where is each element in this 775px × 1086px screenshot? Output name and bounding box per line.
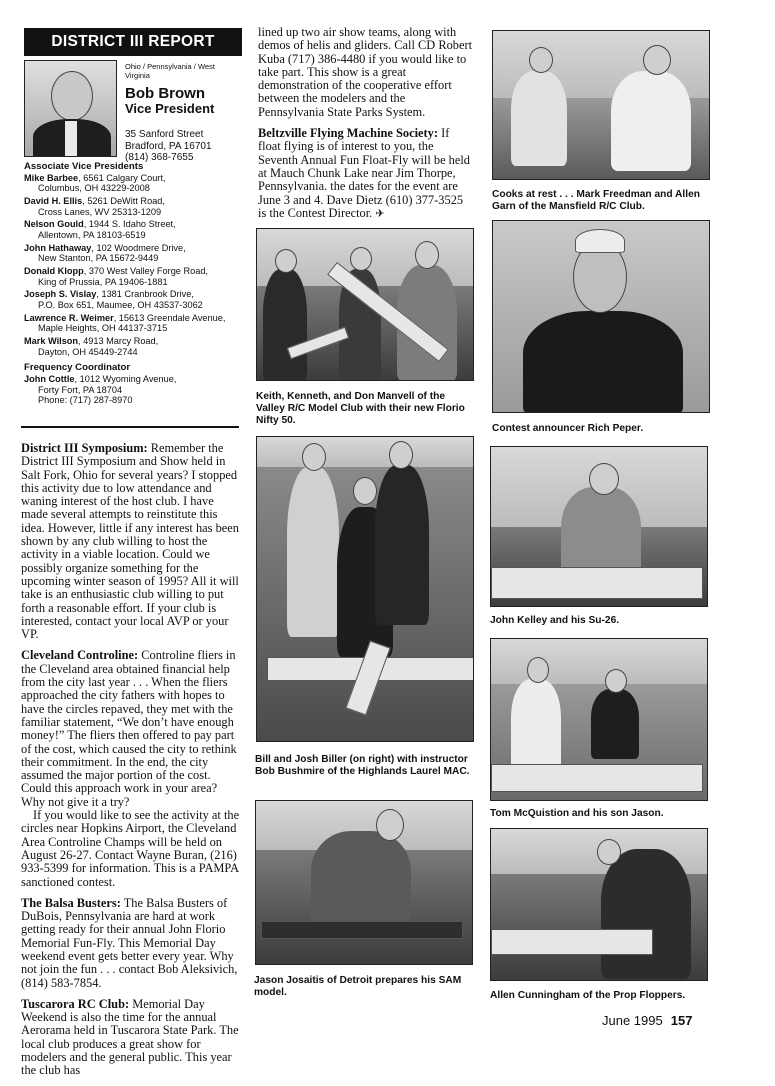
page-number: 157	[670, 1013, 693, 1028]
associate-entry: Donald Klopp, 370 West Valley Forge Road, King of Prussia, PA 19406-1881	[24, 266, 208, 287]
associate-vp-list	[24, 162, 240, 408]
photo-josaitis	[255, 800, 473, 965]
frequency-coordinator-entry: John Cottle, 1012 Wyoming Avenue, Forty Fort, PA 18704 Phone: (717) 287-8970	[24, 374, 177, 406]
article-column-2	[258, 26, 473, 242]
associate-entry: Joseph S. Vislay, 1381 Cranbrook Drive, P.O. Box 651, Maumee, OH 43537-3062	[24, 289, 203, 311]
photo-caption: Tom McQuistion and his son Jason.	[490, 808, 664, 819]
photo-caption: Cooks at rest . . . Mark Freedman and Allen Garn of the Mansfield R/C Club.	[492, 189, 700, 213]
paragraph-tuscarora-cont: lined up two air show teams, along with demos of helis and gliders. Call CD Robert Kuba (717) 386-4480 if you would like to take part. This show is a great demonstration of the cooperative effort between the modelers and the Pennsylvania State Parks System.	[258, 25, 473, 119]
paragraph-balsa-busters: The Balsa Busters: The Balsa Busters of DuBois, Pennsylvania are hard at work getting ready for their annual John Florio Memorial Fun-Fly. This Memorial Day weekend event gets better every year. Why not join the fun . . . contact Bob Aleksivich, (814) 583-7854.	[21, 895, 238, 990]
vp-address-line: (814) 368-7655	[125, 152, 194, 163]
vp-address-line: Bradford, PA 16701	[125, 140, 212, 152]
section-banner: DISTRICT III REPORT	[24, 28, 242, 56]
photo-caption: Keith, Kenneth, and Don Manvell of the Valley R/C Model Club with their new Florio Nifty 50.	[256, 391, 465, 427]
photo-cunningham	[490, 828, 708, 981]
associate-entry: David H. Ellis, 5261 DeWitt Road, Cross Lanes, WV 25313-1209	[24, 195, 165, 217]
vp-title: Vice President	[125, 101, 215, 116]
vp-portrait-photo	[24, 60, 117, 157]
photo-manvell-family	[256, 228, 474, 381]
associate-heading: Associate Vice Presidents	[24, 161, 144, 172]
photo-caption: Bill and Josh Biller (on right) with instructor Bob Bushmire of the Highlands Laurel MAC.	[255, 754, 470, 778]
paragraph-tuscarora: Tuscarora RC Club: Memorial Day Weekend is also the time for the annual Aerorama held in Tuscarora State Park. The local club produces a great show for modelers and the general public. This year the club has	[21, 996, 239, 1078]
article-column-1	[21, 442, 240, 1086]
page-footer	[602, 1013, 692, 1028]
vp-address-line: 35 Sanford Street	[125, 129, 204, 140]
issue-date: June 1995	[602, 1013, 663, 1028]
photo-cooks-at-rest	[492, 30, 710, 180]
photo-caption: Jason Josaitis of Detroit prepares his SAM model.	[254, 975, 462, 999]
associate-entry: Mike Barbee, 6561 Calgary Court, Columbus, OH 43229-2008	[24, 172, 166, 194]
associate-entry: Lawrence R. Weimer, 15613 Greendale Avenue, Maple Heights, OH 44137-3715	[24, 312, 226, 334]
photo-rich-peper	[492, 220, 710, 413]
paragraph-controline-2: If you would like to see the activity at the circles near Hopkins Airport, the Cleveland Area Controline Champs will be held on August 26-27. Contact Wayne Buran, (216) 933-5399 for information. This is a PAMPA sanctioned contest.	[21, 808, 240, 889]
paragraph-controline: Cleveland Controline: Controline fliers in the Cleveland area obtained financial help from the city last year . . . When the fliers approached the city fathers with hopes to have the circles repaved, they met with the familiar statement, “We don’t have enough money!” The fliers then offered to pay part of the cost, which caused the city to rethink their commitment. In the end, the city assumed the major portion of the cost. Could this approach work in your area? Why not give it a try?	[21, 648, 237, 809]
photo-caption: Allen Cunningham of the Prop Floppers.	[490, 990, 686, 1001]
region-label: Ohio / Pennsylvania / West Virginia	[125, 62, 215, 80]
photo-biller-bushmire	[256, 436, 474, 742]
paragraph-beltzville: Beltzville Flying Machine Society: If float flying is of interest to you, the Seventh Annual Fun Float-Fly will be held at Mauch Chunk Lake near Jim Thorpe, Pennsylvania. the dates for the event are June 3 and 4. Dave Dietz (610) 377-3525 is the Contest Director. ✈	[258, 126, 471, 220]
photo-john-kelley	[490, 446, 708, 607]
associate-entry: Mark Wilson, 4913 Marcy Road, Dayton, OH 45449-2744	[24, 336, 159, 357]
photo-mcquistion	[490, 638, 708, 801]
end-mark-plane-icon: ✈	[375, 207, 385, 220]
photo-caption: John Kelley and his Su-26.	[490, 615, 620, 626]
photo-caption: Contest announcer Rich Peper.	[492, 423, 644, 434]
vp-address	[125, 129, 212, 164]
associate-entry: John Hathaway, 102 Woodmere Drive, New Stanton, PA 15672-9449	[24, 242, 186, 264]
paragraph-symposium: District III Symposium: Remember the District III Symposium and Show held in Salt Fork, Ohio for several years? I stopped this activity due to low attendance and waning interest of the host club. I have made several attempts to reinstitute this idea. However, little if any interest has been shown by any club willing to host the activity in a viable location. Could we possibly organize something for the upcoming winter season of 1995? All it will take is an enthusiastic club willing to put forth a reasonable effort. If your club is interested, contact your local AVP or your VP.	[21, 441, 239, 642]
frequency-coordinator-heading: Frequency Coordinator	[24, 362, 131, 374]
section-divider	[21, 426, 239, 428]
associate-entry: Nelson Gould, 1944 S. Idaho Street, Allentown, PA 18103-6519	[24, 219, 176, 240]
vp-name: Bob Brown	[125, 85, 205, 102]
